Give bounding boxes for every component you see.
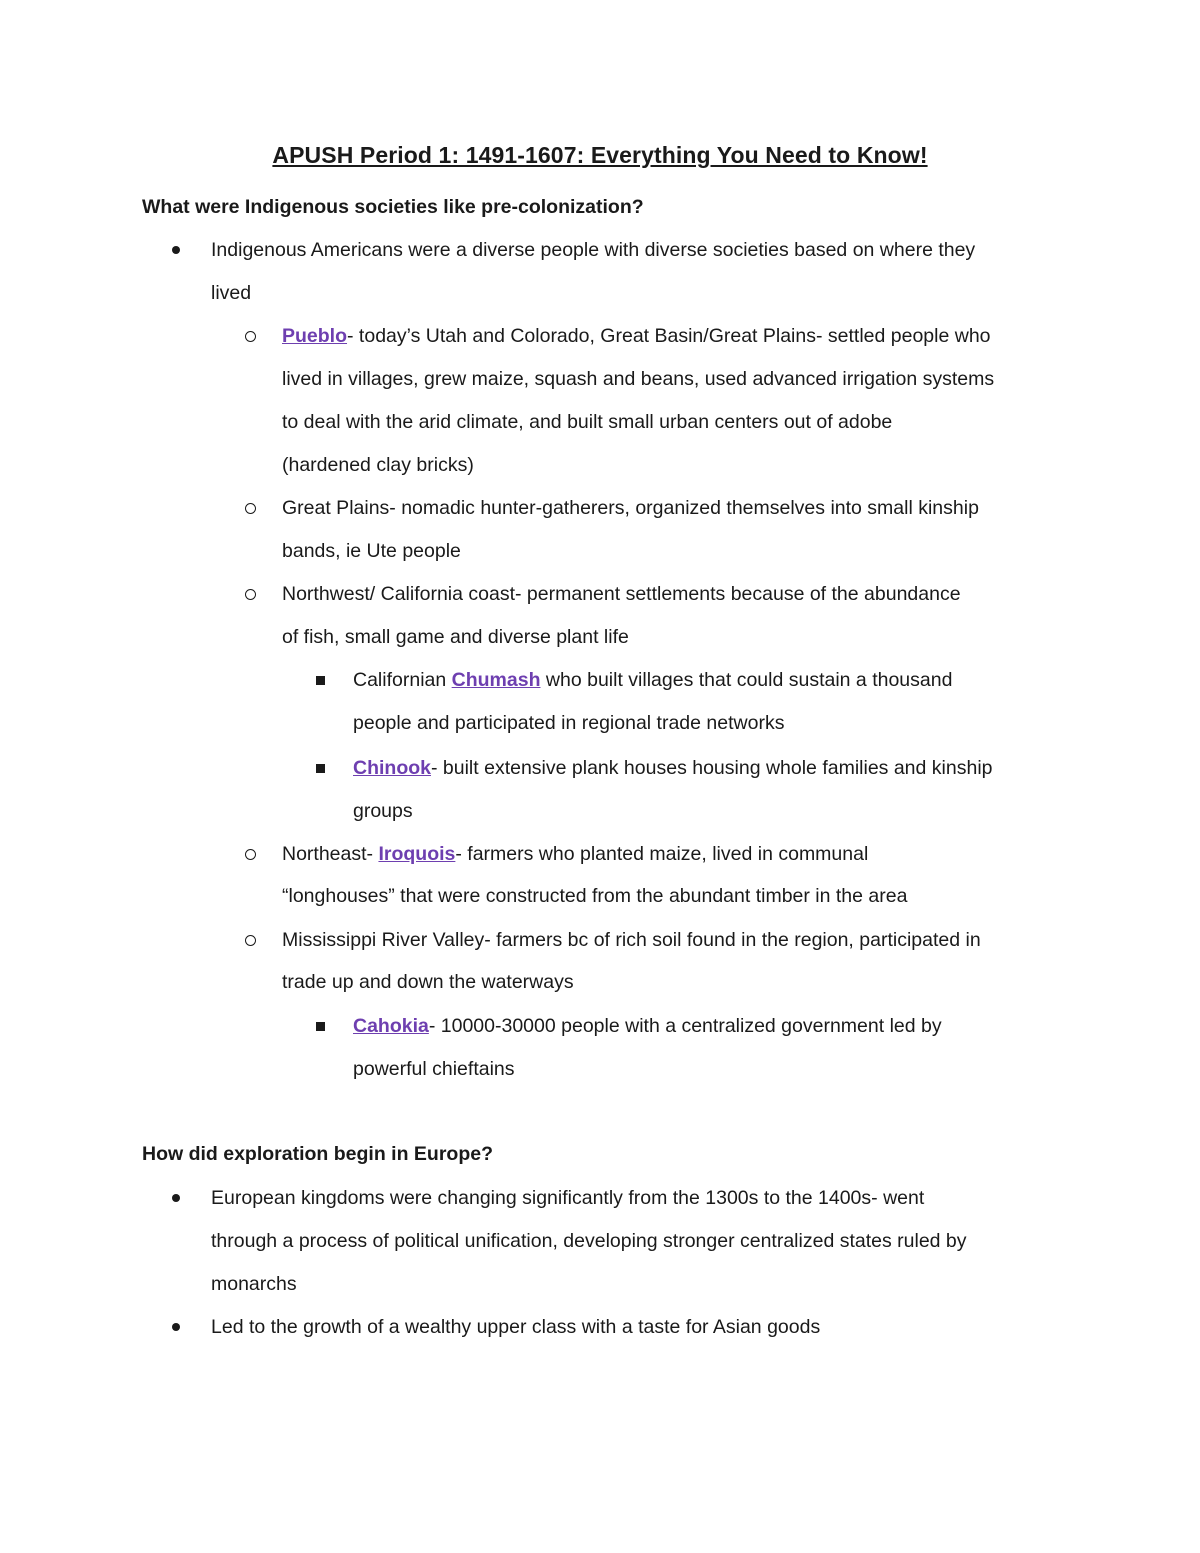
- chumash-item: Californian Chumash who built villages that could sustain a thousand: [353, 669, 953, 691]
- bullet-text: monarchs: [211, 1273, 297, 1295]
- iroquois-text: “longhouses” that were constructed from the abundant timber in the area: [282, 885, 908, 907]
- bullet-square-icon: [316, 1014, 325, 1039]
- bullet-text: Led to the growth of a wealthy upper class with a taste for Asian goods: [211, 1316, 821, 1338]
- pueblo-text: (hardened clay bricks): [282, 454, 474, 476]
- bullet-dot-icon: [172, 238, 180, 262]
- chumash-text: people and participated in regional trade networks: [353, 712, 785, 734]
- bullet-text: European kingdoms were changing significantly from the 1300s to the 1400s- went: [211, 1187, 925, 1209]
- bullet-text: through a process of political unification, developing stronger centralized states ruled by: [211, 1230, 967, 1252]
- pueblo-link[interactable]: Pueblo: [282, 325, 348, 347]
- pueblo-text: to deal with the arid climate, and built small urban centers out of adobe: [282, 411, 893, 433]
- northwest-text: Northwest/ California coast- permanent settlements because of the abundance: [282, 583, 961, 605]
- northwest-text: of fish, small game and diverse plant life: [282, 626, 629, 648]
- iroquois-item: Northeast- Iroquois- farmers who planted maize, lived in communal: [282, 843, 869, 865]
- chinook-item: Chinook- built extensive plank houses housing whole families and kinship: [353, 757, 993, 779]
- cahokia-item: Cahokia- 10000-30000 people with a centralized government led by: [353, 1015, 942, 1037]
- great-plains-text: bands, ie Ute people: [282, 540, 461, 562]
- section-heading-indigenous: What were Indigenous societies like pre-colonization?: [142, 196, 644, 218]
- bullet-text: Indigenous Americans were a diverse people with diverse societies based on where they: [211, 239, 976, 261]
- bullet-dot-icon: [172, 1186, 180, 1210]
- cahokia-text: powerful chieftains: [353, 1058, 515, 1080]
- mississippi-text: Mississippi River Valley- farmers bc of rich soil found in the region, participated in: [282, 929, 981, 951]
- bullet-circle-icon: [245, 842, 256, 868]
- bullet-dot-icon: [172, 1315, 180, 1339]
- chinook-text: groups: [353, 800, 413, 822]
- iroquois-link[interactable]: Iroquois: [378, 843, 456, 865]
- chumash-link[interactable]: Chumash: [451, 669, 541, 691]
- bullet-square-icon: [316, 668, 325, 693]
- document-title: APUSH Period 1: 1491-1607: Everything You Need to Know!: [272, 142, 928, 168]
- cahokia-link[interactable]: Cahokia: [353, 1015, 429, 1037]
- bullet-text: lived: [211, 282, 252, 304]
- pueblo-item: Pueblo- today’s Utah and Colorado, Great Basin/Great Plains- settled people who: [282, 325, 991, 347]
- bullet-circle-icon: [245, 928, 256, 954]
- pueblo-text: lived in villages, grew maize, squash and beans, used advanced irrigation systems: [282, 368, 995, 390]
- bullet-square-icon: [316, 756, 325, 781]
- section-heading-exploration: How did exploration begin in Europe?: [142, 1143, 493, 1165]
- bullet-circle-icon: [245, 582, 256, 608]
- bullet-circle-icon: [245, 496, 256, 522]
- chinook-link[interactable]: Chinook: [353, 757, 431, 779]
- great-plains-text: Great Plains- nomadic hunter-gatherers, organized themselves into small kinship: [282, 497, 979, 519]
- bullet-circle-icon: [245, 324, 256, 350]
- mississippi-text: trade up and down the waterways: [282, 971, 574, 993]
